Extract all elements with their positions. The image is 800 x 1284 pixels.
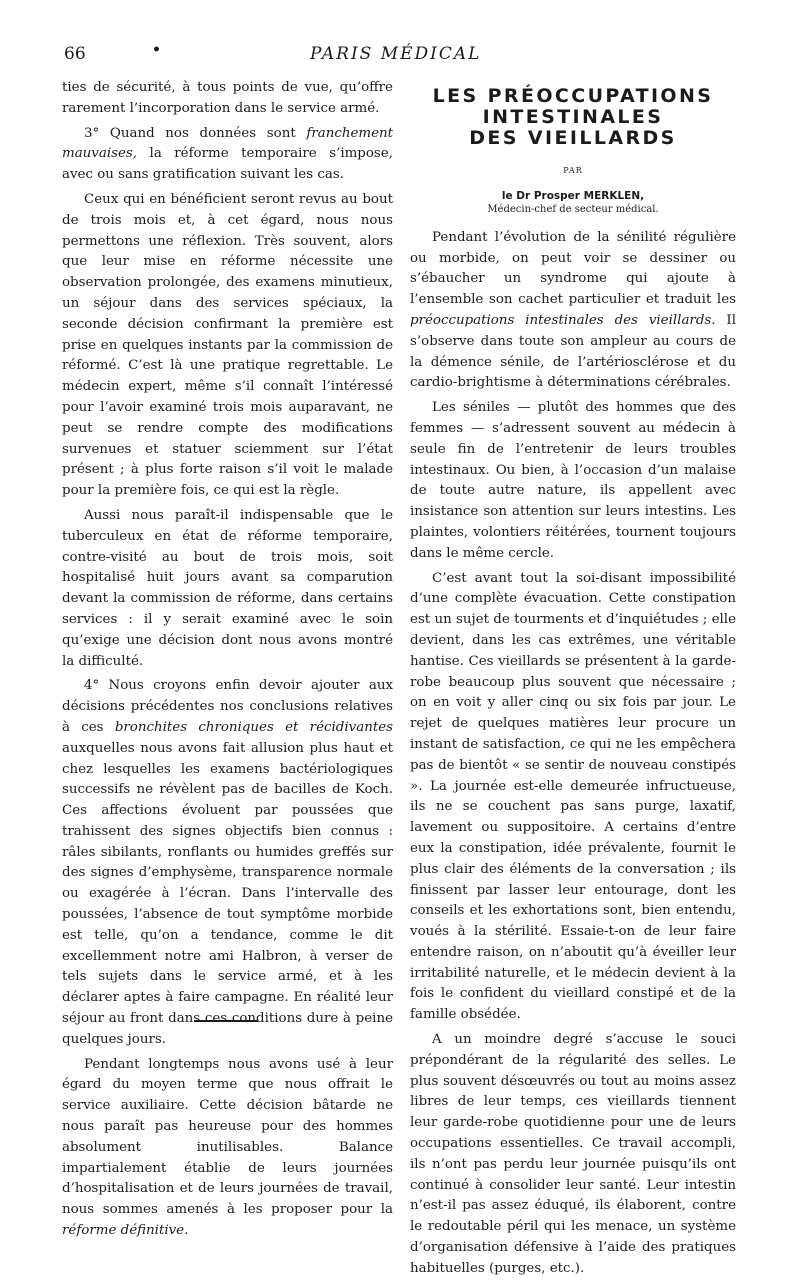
text-run: 4° Nous croyons enfin devoir ajouter aux décisions précédentes nos conclusions relatives à ces xyxy=(62,678,393,735)
text-run: auxquelles nous avons fait allusion plus haut et chez lesquelles les examens bactériologiques successifs ne révèlent pas de bacilles de Koch. Ces affections évoluent par poussées que trahissent des signes objectifs bien connus : râles sibilants, ronflants ou humides greffés sur des signes d’emphysème, transparence normale ou exagérée à l’écran. Dans l’intervalle des poussées, l’absence de tout symptôme morbide est telle, qu’on a tendance, comme le dit excellemment notre ami Halbron, à verser de tels sujets dans le service armé, et à les déclarer aptes à faire campagne. En réalité leur séjour au front dans ces conditions dure à peine quelques jours. xyxy=(62,740,393,1047)
paragraph xyxy=(410,1030,736,1280)
text-run: A un moindre degré s’accuse le souci prépondérant de la régularité des selles. Le plus souvent désœuvrés ou tout au moins assez libres de leur temps, ces vieillards tiennent leur garde-robe quotidienne pour une de leurs occupations essentielles. Ce travail accompli, ils n’ont pas perdu leur journée puisqu’ils ont continué à consolider leur santé. Leur intestin n’est-il pas assez éduqué, ils élaborent, contre le redoutable péril qui les menace, un système d’organisation défensive à l’aide des pratiques habituelles (purges, etc.). xyxy=(410,1032,736,1276)
text-run: Pendant longtemps nous avons usé à leur égard du moyen terme que nous offrait le service auxiliaire. Cette décision bâtarde ne nous paraît pas heureuse pour des hommes absolument inutilisables. Balance impartialement établie de leurs journées d’hospitalisation et de leurs journées de travail, nous sommes amenés à les proposer pour la xyxy=(62,1056,393,1218)
paragraph xyxy=(410,228,736,394)
article-body xyxy=(410,228,736,1280)
paragraph xyxy=(62,506,393,672)
left-column-text xyxy=(62,78,393,1242)
left-column xyxy=(62,78,393,1246)
page-number: 66 xyxy=(64,44,86,64)
by-line-par: PAR xyxy=(563,166,583,175)
paragraph xyxy=(62,78,393,120)
text-run: C’est avant tout la soi-disant impossibilité d’une complète évacuation. Cette constipation est un sujet de tourments et d’inquiétudes ; elle devient, dans les cas extrêmes, une véritable hantise. Ces vieillards se présentent à la garde-robe beaucoup plus souvent que nécessaire ; on en voit y aller cinq ou six fois par jour. Le rejet de quelques matières leur procure un instant de satisfaction, ce qui ne les empêchera pas de bientôt « se sentir de nouveau constipés ». La journée est-elle demeurée infructueuse, ils ne se couchent pas sans purge, laxatif, lavement ou suppositoire. A certains d’entre eux la constipation, idée prévalente, fournit le plus clair des éléments de la conversation ; ils finissent par lasser leur entourage, dont les conseils et les exhortations sont, bien entendu, voués à la stérilité. Essaie-t-on de leur faire entendre raison, on n’aboutit qu’à éveiller leur irritabilité naturelle, et le médecin devient à la fois le confident du vieillard constipé et de la famille obsédée. xyxy=(410,570,736,1023)
right-column xyxy=(410,80,736,1284)
author-affiliation: Médecin-chef de secteur médical. xyxy=(487,203,659,215)
paragraph xyxy=(62,676,393,1050)
title-line: LES PRÉOCCUPATIONS xyxy=(432,85,714,107)
author-name: le Dr Prosper MERKLEN, xyxy=(501,189,645,202)
paragraph xyxy=(62,124,393,186)
paragraph xyxy=(410,569,736,1027)
text-run: Pendant l’évolution de la sénilité régulière ou morbide, on peut voir se dessiner ou s’ébaucher un syndrome qui ajoute à l’ensemble son cachet particulier et traduit les xyxy=(410,229,736,308)
text-run: Aussi nous paraît-il indispensable que le tuberculeux en état de réforme temporaire, contre-visité au bout de trois mois, soit hospitalisé huit jours avant sa comparution devant la commission de réforme, dans certains services : il y serait examiné avec le soin qu’exige une décision dont nous avons montré la difficulté. xyxy=(62,507,393,669)
paragraph xyxy=(62,190,393,502)
end-rule xyxy=(194,1020,258,1022)
text-run: 3° Quand nos données sont xyxy=(84,125,307,141)
text-run: la réforme temporaire s’impose, avec ou sans gratification suivant les cas. xyxy=(62,146,393,183)
italic-text: préoccupations intestinales des vieillards. xyxy=(410,312,716,328)
page-mark: • xyxy=(152,42,161,58)
italic-text: franchement mauvaises, xyxy=(62,125,393,162)
italic-text: réforme définitive. xyxy=(62,1223,189,1239)
text-run: Les séniles — plutôt des hommes que des femmes — s’adressent souvent au médecin à seule fin de l’entretenir de leurs troubles intestinaux. Ou bien, à l’occasion d’un malaise de toute autre nature, ils appellent avec insistance son attention sur leurs intestins. Les plaintes, volontiers réitérées, tournent toujours dans le même cercle. xyxy=(410,400,736,561)
paragraph xyxy=(410,398,736,564)
text-run: Il s’observe dans toute son ampleur au cours de la démence sénile, de l’artériosclérose et du cardio-brightisme à déterminations cérébrales. xyxy=(410,312,736,391)
article-title xyxy=(410,86,736,149)
paragraph xyxy=(62,1055,393,1242)
text-run: Ceux qui en bénéficient seront revus au bout de trois mois et, à cet égard, nous nous permettons une réflexion. Très souvent, alors que leur mise en réforme nécessite une observation prolongée, des examens minutieux, un séjour dans des services spéciaux, la seconde décision confirmant la première est prise en quelques instants par la commission de réformé. C’est là une pratique regrettable. Le médecin expert, même s’il connaît l’intéressé pour l’avoir examiné trois mois auparavant, ne peut se rendre compte des modifications survenues et statuer sciemment sur l’état présent ; à plus forte raison s’il voit le malade pour la première fois, ce qui est la règle. xyxy=(62,191,393,499)
title-line: INTESTINALES xyxy=(482,106,664,128)
title-line: DES VIEILLARDS xyxy=(469,127,677,149)
italic-text: bronchites chroniques et récidivantes xyxy=(114,719,393,735)
running-head: PARIS MÉDICAL xyxy=(310,44,482,64)
text-run: ties de sécurité, à tous points de vue, qu’offre rarement l’incorporation dans le service armé. xyxy=(62,80,393,116)
